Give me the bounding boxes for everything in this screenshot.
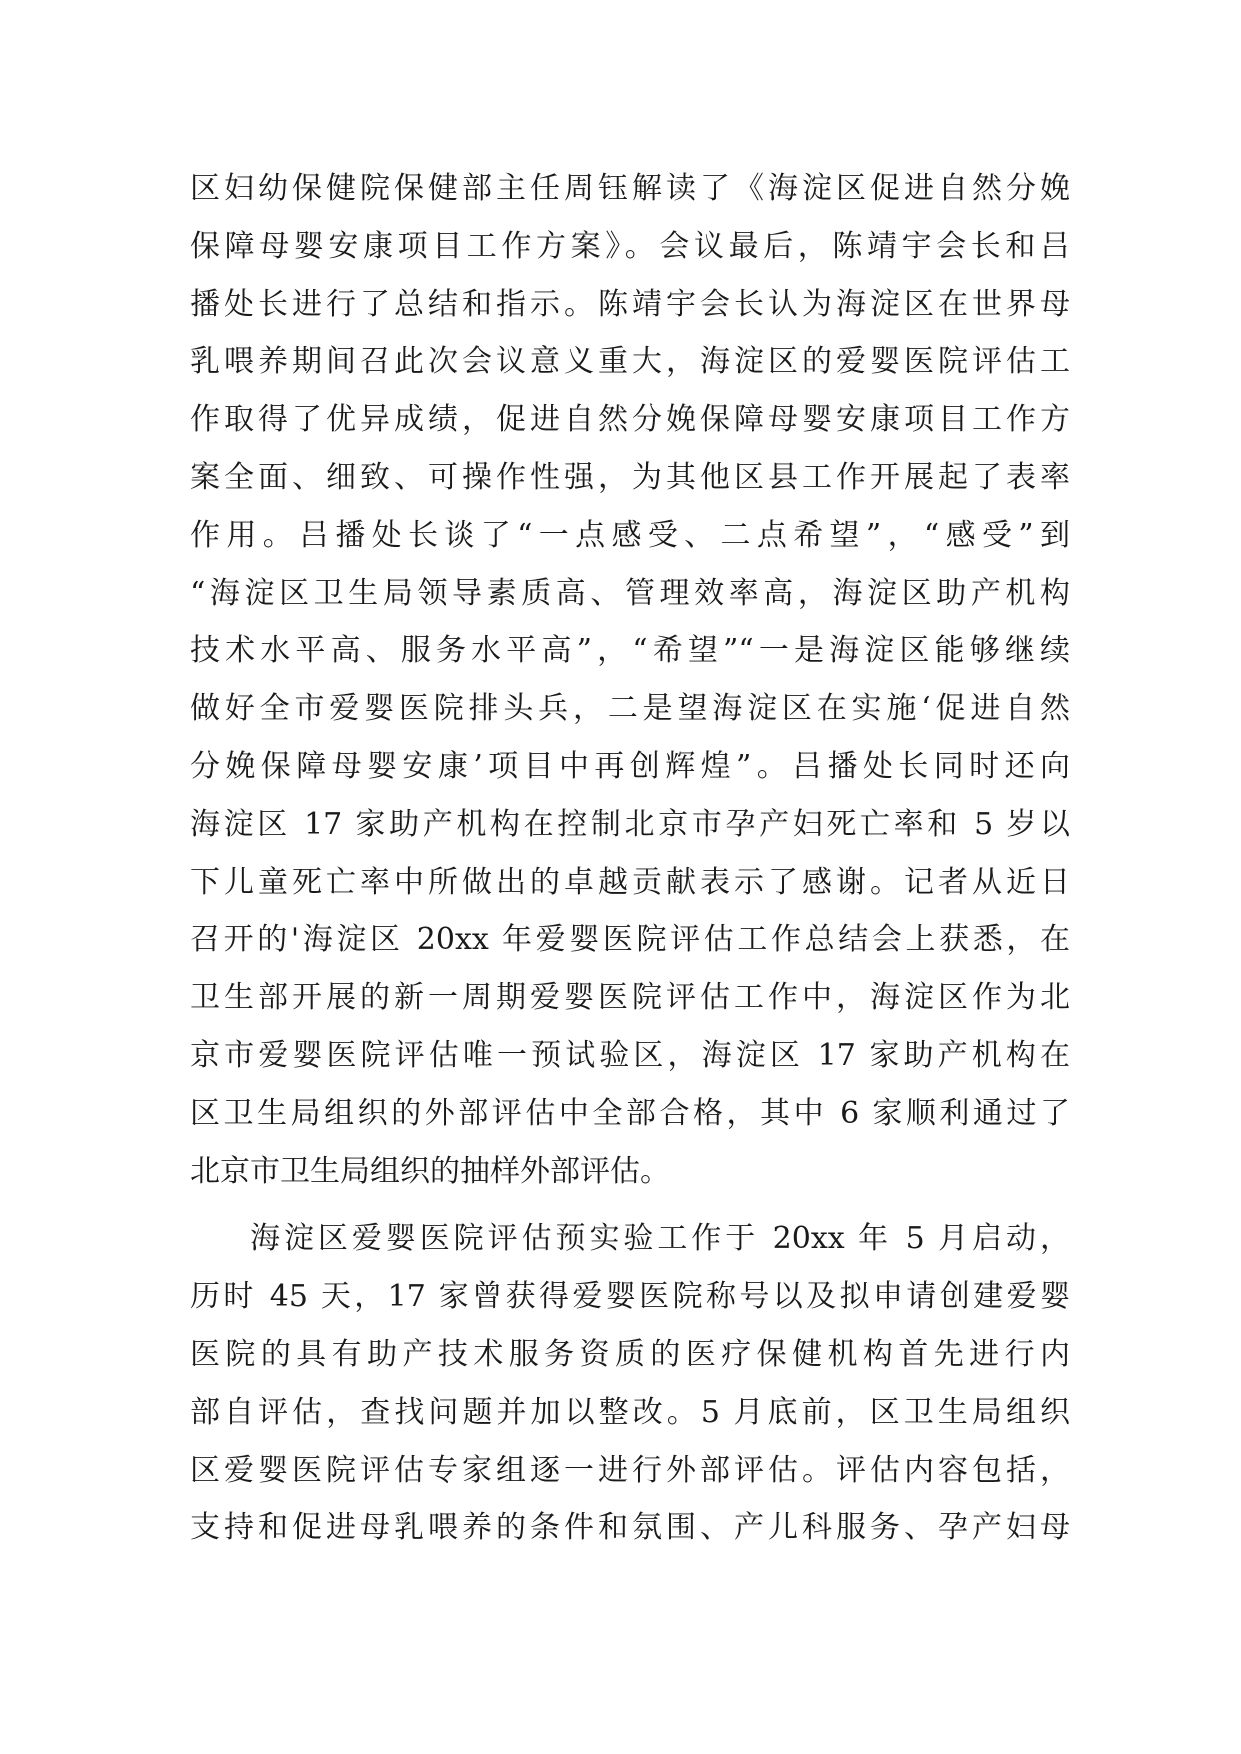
- paragraph-line: 分娩保障母婴安康’项目中再创辉煌”。吕播处长同时还向: [190, 748, 1070, 784]
- paragraph-line: 保障母婴安康项目工作方案》。会议最后，陈靖宇会长和吕: [190, 228, 1070, 264]
- paragraph-line: “海淀区卫生局领导素质高、管理效率高，海淀区助产机构: [190, 575, 1070, 611]
- paragraph-line: 区爱婴医院评估专家组逐一进行外部评估。评估内容包括，: [190, 1452, 1070, 1488]
- paragraph-line: 部自评估，查找问题并加以整改。5 月底前，区卫生局组织: [190, 1394, 1070, 1430]
- paragraph-line: 做好全市爱婴医院排头兵，二是望海淀区在实施‘促进自然: [190, 691, 1070, 727]
- document-body: [190, 160, 1070, 1557]
- paragraph-2: [190, 1210, 1070, 1557]
- paragraph-line: 海淀区爱婴医院评估预实验工作于 20xx 年 5 月启动，: [250, 1221, 1070, 1257]
- paragraph-line: 技术水平高、服务水平高”，“希望”“一是海淀区能够继续: [190, 633, 1070, 669]
- paragraph-spacer: [190, 1200, 1070, 1210]
- paragraph-line: 乳喂养期间召此次会议意义重大，海淀区的爱婴医院评估工: [190, 344, 1070, 380]
- paragraph-line: 卫生部开展的新一周期爱婴医院评估工作中，海淀区作为北: [190, 980, 1070, 1016]
- paragraph-line: 区妇幼保健院保健部主任周钰解读了《海淀区促进自然分娩: [190, 171, 1070, 206]
- paragraph-line: 下儿童死亡率中所做出的卓越贡献表示了感谢。记者从近日: [190, 864, 1070, 900]
- paragraph-line: 作用。吕播处长谈了“一点感受、二点希望”，“感受”到: [190, 517, 1070, 553]
- paragraph-1: [190, 160, 1070, 1200]
- paragraph-line: 作取得了优异成绩，促进自然分娩保障母婴安康项目工作方: [190, 402, 1070, 438]
- paragraph-line: 区卫生局组织的外部评估中全部合格，其中 6 家顺利通过了: [190, 1095, 1070, 1131]
- paragraph-line: 播处长进行了总结和指示。陈靖宇会长认为海淀区在世界母: [190, 286, 1070, 322]
- paragraph-line: 医院的具有助产技术服务资质的医疗保健机构首先进行内: [190, 1336, 1070, 1372]
- paragraph-line: 案全面、细致、可操作性强，为其他区县工作开展起了表率: [190, 459, 1070, 495]
- paragraph-line: 海淀区 17 家助产机构在控制北京市孕产妇死亡率和 5 岁以: [190, 806, 1070, 842]
- paragraph-line: 历时 45 天，17 家曾获得爱婴医院称号以及拟申请创建爱婴: [190, 1279, 1070, 1315]
- paragraph-line: 支持和促进母乳喂养的条件和氛围、产儿科服务、孕产妇母: [190, 1510, 1070, 1546]
- paragraph-line: 召开的'海淀区 20xx 年爱婴医院评估工作总结会上获悉，在: [190, 922, 1070, 958]
- paragraph-line: 京市爱婴医院评估唯一预试验区，海淀区 17 家助产机构在: [190, 1037, 1070, 1073]
- paragraph-line: 北京市卫生局组织的抽样外部评估。: [190, 1153, 670, 1189]
